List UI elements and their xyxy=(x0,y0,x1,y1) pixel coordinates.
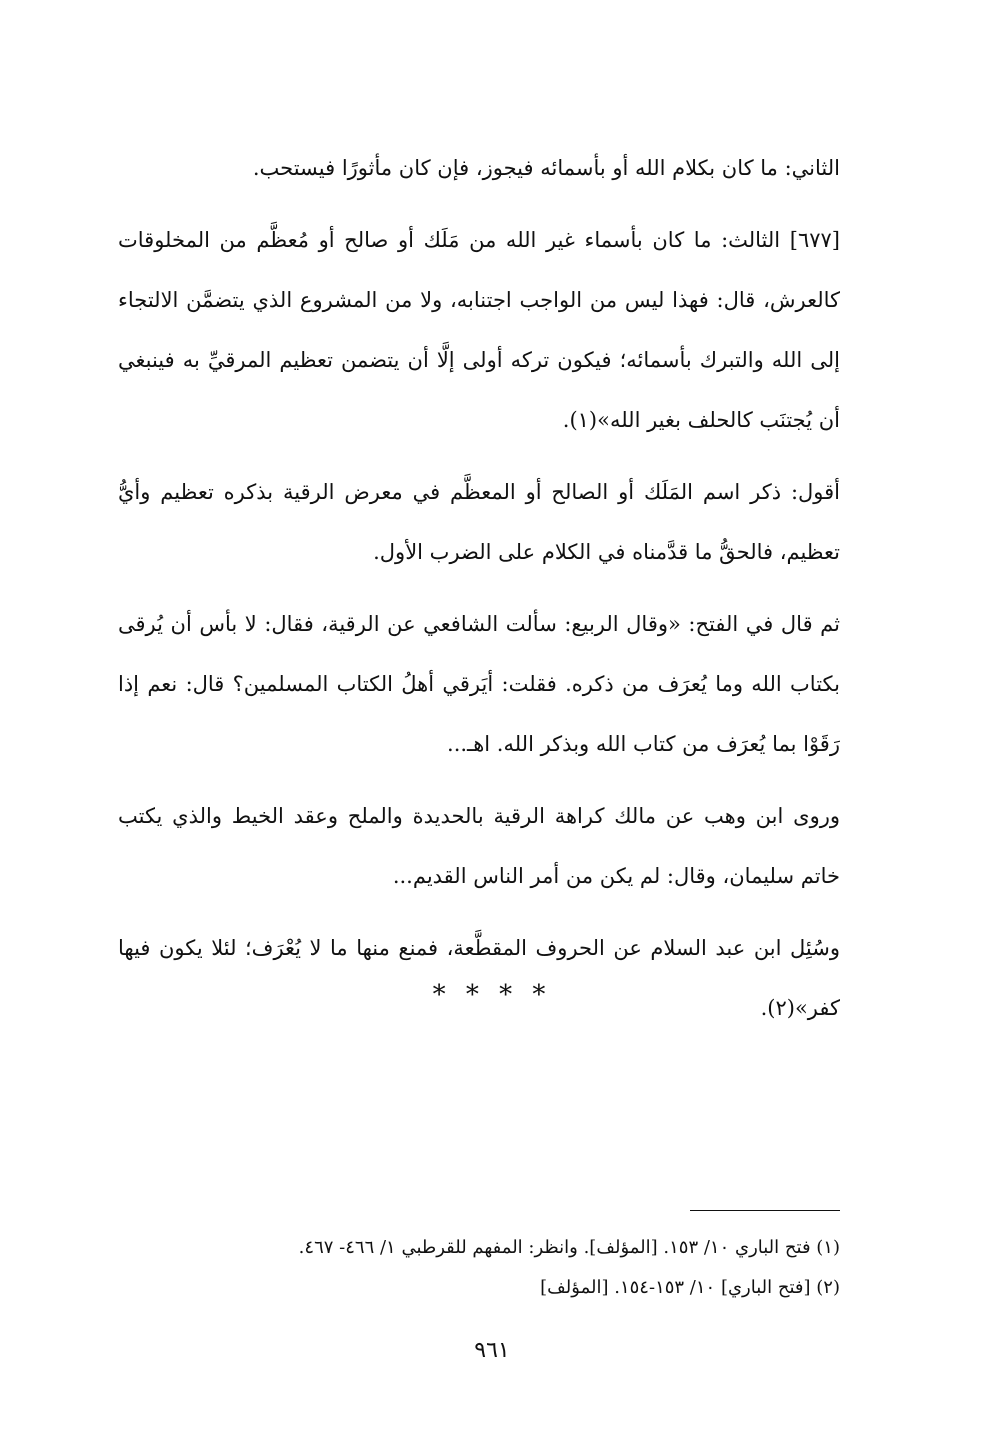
footnote-1: (١) فتح الباري ١٠/ ١٥٣. [المؤلف]. وانظر: المفهم للقرطبي ١/ ٤٦٦- ٤٦٧. xyxy=(298,1237,840,1258)
footnotes xyxy=(118,1228,840,1308)
footnote-divider xyxy=(690,1210,840,1211)
paragraph-2: [٦٧٧] الثالث: ما كان بأسماء غير الله من مَلَك أو صالح أو مُعظَّم من المخلوقات كالعرش، قال: فهذا ليس من الواجب اجتنابه، ولا من المشروع الذي يتضمَّن الالتجاء إلى الله والتبرك بأسمائه؛ فيكون تركه أولى إلَّا أن يتضمن تعظيم المرقيِّ به فينبغي أن يُجتنَب كالحلف بغير الله»(١). xyxy=(118,228,840,432)
page-number: ٩٦١ xyxy=(474,1338,510,1363)
section-separator: * * * * xyxy=(432,980,552,1010)
footnote-2: (٢) [فتح الباري] ١٠/ ١٥٣-١٥٤. [المؤلف] xyxy=(540,1277,840,1298)
paragraph-3: أقول: ذكر اسم المَلَك أو الصالح أو المعظَّم في معرض الرقية بذكره تعظيم وأيُّ تعظيم، فالحقُّ ما قدَّمناه في الكلام على الضرب الأول. xyxy=(118,480,840,564)
paragraph-1: الثاني: ما كان بكلام الله أو بأسمائه فيجوز، فإن كان مأثورًا فيستحب. xyxy=(252,156,840,180)
paragraph-5: وروى ابن وهب عن مالك كراهة الرقية بالحديدة والملح وعقد الخيط والذي يكتب خاتم سليمان، وقال: لم يكن من أمر الناس القديم... xyxy=(118,804,840,888)
paragraph-4: ثم قال في الفتح: «وقال الربيع: سألت الشافعي عن الرقية، فقال: لا بأس أن يُرقى بكتاب الله وما يُعرَف من ذكره. فقلت: أيَرقي أهلُ الكتاب المسلمين؟ قال: نعم إذا رَقَوْا بما يُعرَف من كتاب الله وبذكر الله. اهـ... xyxy=(118,612,840,756)
main-text xyxy=(118,138,840,1050)
paragraph-6: وسُئِل ابن عبد السلام عن الحروف المقطَّعة، فمنع منها ما لا يُعْرَف؛ لئلا يكون فيها كفر»(٢). xyxy=(118,936,840,1020)
